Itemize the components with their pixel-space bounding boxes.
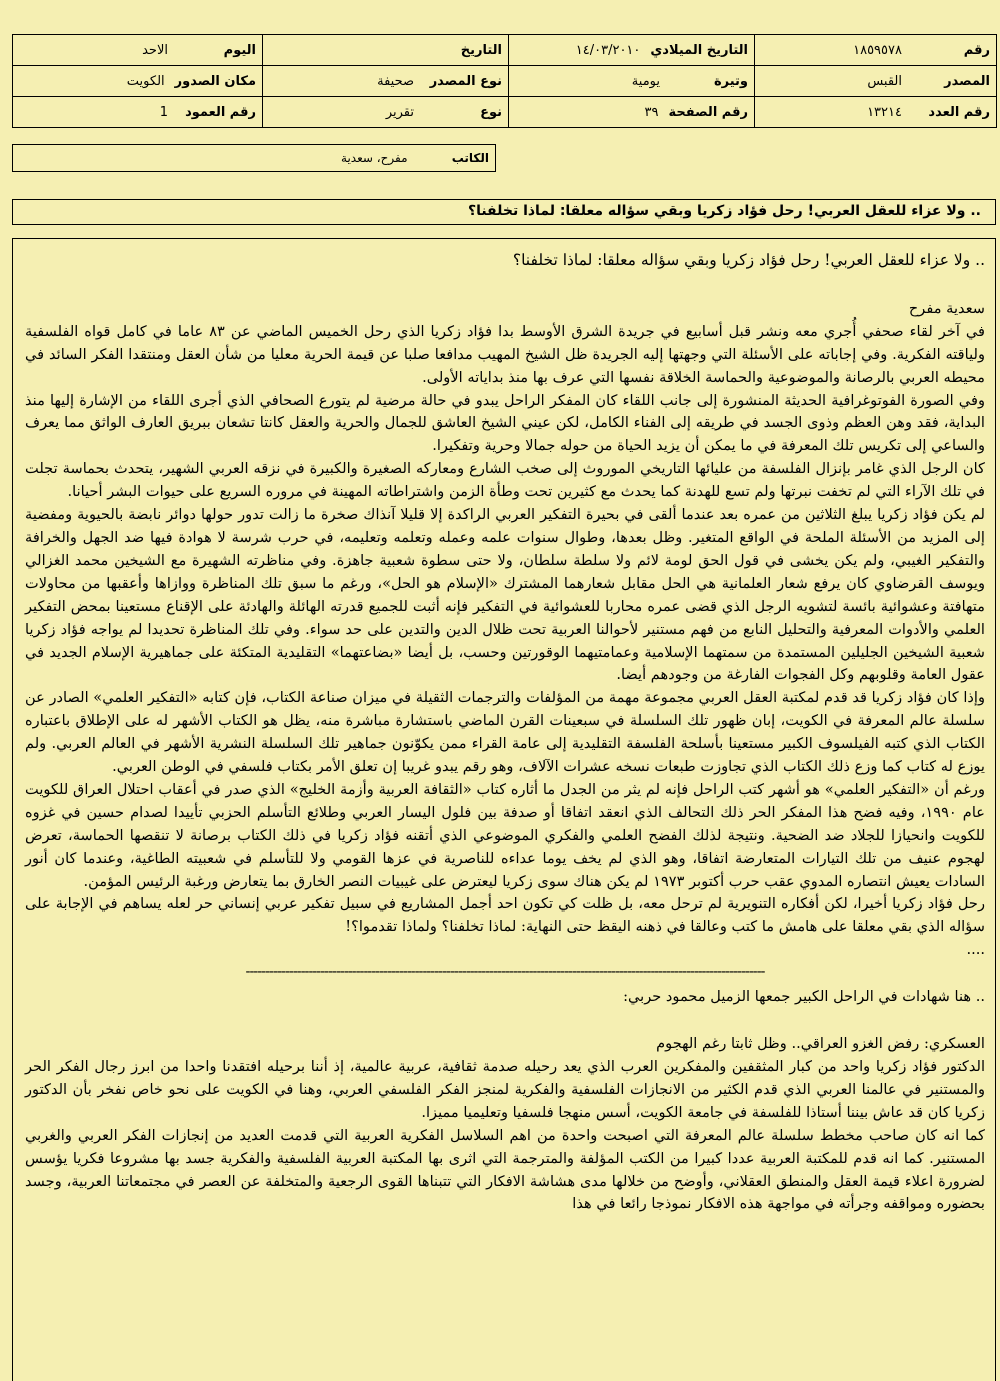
- section-body: [25, 1056, 985, 1216]
- metadata-cell: [13, 66, 263, 97]
- testimonies-intro: .. هنا شهادات في الراحل الكبير جمعها الزميل محمود حربي:: [623, 988, 985, 1006]
- article-content: [12, 238, 996, 1381]
- metadata-cell: [755, 66, 997, 97]
- dots: ....: [966, 941, 985, 959]
- metadata-table: [12, 34, 997, 128]
- paragraph: الدكتور فؤاد زكريا واحد من كبار المثقفين والمفكرين العرب الذي يعد رحيله صدمة ثقافية، عربية عالمية، إذ أننا برحيله افتقدنا واحدا من ابرز رجال الفكر الحر والمستنير في عالمنا العربي الذي قدم الكثير من الانجازات الفلسفية والفكرية لمنجز الفكر الفلسفي العربي، وهنا في الكويت على نحو خاص نفخر بأن الدكتور زكريا كان قد عاش بيننا أستاذا للفلسفة في جامعة الكويت، أسس منهجا فلسفيا وتعليميا مميزا.: [25, 1058, 985, 1121]
- metadata-cell: [755, 35, 997, 66]
- metadata-label: وتيرة: [713, 73, 748, 89]
- writer-value: مفرح، سعدية: [341, 151, 408, 165]
- metadata-value: يومية: [631, 73, 660, 89]
- metadata-value: ١٤/٠٣/٢٠١٠: [575, 42, 641, 58]
- metadata-label: المصدر: [944, 73, 990, 89]
- metadata-value: الاحد: [142, 42, 168, 58]
- metadata-cell: [263, 35, 509, 66]
- metadata-label: نوع المصدر: [429, 73, 502, 89]
- paragraph: كان الرجل الذي غامر بإنزال الفلسفة من عليائها التاريخي الموروث إلى صخب الشارع ومعاركه الصغيرة والكبيرة في نزقه العربي الشهير، يتحدث بحماسة تجلت في تلك الآراء التي لم تخفت نبرتها ولم تسع للهدنة كما يحدث مع كثيرين تحت وطأة الزمن واشتراطاته المهينة في مروره السريع على حيوات البشر أحيانا.: [25, 460, 985, 501]
- metadata-value: القبس: [867, 73, 902, 89]
- metadata-cell: [755, 97, 997, 128]
- paragraph: في آخر لقاء صحفي أُجري معه ونشر قبل أسابيع في جريدة الشرق الأوسط بدا فؤاد زكريا الذي رحل الخميس الماضي عن ٨٣ عاما في كامل قواه الفلسفية ولياقته الفكرية. وفي إجاباته على الأسئلة التي وجهتها إليه الجريدة ظل الشيخ المهيب مدافعا صلبا عن قيمة الحرية معليا من شأن العقل ومنتقدا الفكر السائد في محيطه العربي بالرصانة والموضوعية والحماسة الخلاقة نفسها التي عرف بها منذ بداياته الأولى.: [25, 322, 985, 386]
- metadata-label: نوع: [480, 104, 502, 120]
- metadata-row: [13, 97, 997, 128]
- metadata-row: [13, 35, 997, 66]
- metadata-cell: [13, 97, 263, 128]
- metadata-row: [13, 66, 997, 97]
- metadata-value: ١٨٥٩٥٧٨: [853, 42, 902, 58]
- article-title-box: [12, 199, 996, 225]
- metadata-value: 1: [159, 104, 168, 120]
- paragraph: وإذا كان فؤاد زكريا قد قدم لمكتبة العقل العربي مجموعة مهمة من المؤلفات والترجمات الثقيلة في ميزان صناعة الكتاب، فإن كتابه «التفكير العلمي» الصادر عن سلسلة عالم المعرفة في الكويت، إبان ظهور تلك السلسلة في سبعينات القرن الماضي باستشارة مباشرة منه، يظل هو الكتاب الأشهر له على الإطلاق باعتباره الكتاب الذي كتبه الفيلسوف الكبير مستعينا بأسلحة الفلسفة التقليدية إلى عامة القراء ممن يكوّنون جماهير تلك السلسلة النشرية الأشهر في العالم العربي. ولم يوزع له كتاب كما وزع ذلك الكتاب الذي تجاوزت طبعات نسخه عشرات الآلاف، وهو رقم يبدو غريبا إن تعلق الأمر بكتاب فلسفي في الوطن العربي.: [25, 689, 985, 776]
- metadata-cell: [263, 97, 509, 128]
- article-headline: .. ولا عزاء للعقل العربي! رحل فؤاد زكريا وبقي سؤاله معلقا: لماذا تخلفنا؟: [512, 251, 985, 269]
- writer-label: الكاتب: [451, 151, 489, 165]
- section-heading: العسكري: رفض الغزو العراقي.. وظل ثابتا رغم الهجوم: [656, 1035, 985, 1053]
- metadata-label: مكان الصدور: [174, 73, 256, 89]
- paragraph: وفي الصورة الفوتوغرافية الحديثة المنشورة إلى جانب اللقاء كان المفكر الراحل يبدو في حالة مرضية لم يتورع الصحافي الذي أجرى اللقاء من الإشارة إليها منذ البداية، فقد وهن العظم وذوى الجسد في طريقه إلى الفناء الكامل، لكن عيني الشيخ العاشق للجمال والحرية والعقل كانتا تشعان ببريق العارف الواثق مما يعرف والساعي إلى تكريس تلك المعرفة في ما يمكن أن يزيد الحياة من حوله جمالا وحرية وتفكيرا.: [25, 391, 985, 455]
- metadata-cell: [13, 35, 263, 66]
- metadata-label: رقم العمود: [185, 104, 256, 120]
- paragraph: رحل فؤاد زكريا أخيرا، لكن أفكاره التنويرية لم ترحل معه، بل ظلت كي تكون احد أجمل المشاريع في سبيل تفكير عربي إنساني حر لعله يساهم في الإجابة على سؤاله الذي بقي معلقا على هامش ما كتب وعالقا في ذهنه اليقظ حتى النهاية: لماذا تخلفنا؟ ولماذا تقدموا؟!: [25, 895, 985, 936]
- metadata-cell: [509, 97, 755, 128]
- metadata-value: تقرير: [385, 104, 414, 120]
- article-body: [25, 321, 985, 939]
- metadata-value: صحيفة: [377, 73, 414, 89]
- metadata-cell: [509, 35, 755, 66]
- metadata-cell: [263, 66, 509, 97]
- metadata-cell: [509, 66, 755, 97]
- paragraph: كما انه كان صاحب مخطط سلسلة عالم المعرفة التي اصبحت واحدة من اهم السلاسل الفكرية العربية التي قدمت العديد من إنجازات الفكر العربي والغربي المستنير. كما انه قدم للمكتبة العربية عددا كبيرا من الكتب المؤلفة والمترجمة التي اثرى بها المكتبة العربية الفلسفية والفكرية جسد بها مشروعا فكريا يؤسس لضرورة اعلاء قيمة العقل والمنطق العقلاني، وأوضح من خلالها مدى هشاشة الافكار التي تتبناها القوى الرجعية والمتخلفة عن العصر في مجتمعاتنا العربية، وجسد بحضوره ومواقفه وجرأته في مواجهة هذه الافكار نموذجا رائعا في هذا: [25, 1126, 985, 1213]
- metadata-label: رقم الصفحة: [668, 104, 748, 120]
- article-title: .. ولا عزاء للعقل العربي! رحل فؤاد زكريا وبقي سؤاله معلقا: لماذا تخلفنا؟: [467, 203, 981, 219]
- metadata-value: الكويت: [126, 73, 165, 89]
- metadata-label: رقم العدد: [928, 104, 990, 120]
- metadata-value: ١٣٢١٤: [867, 104, 902, 120]
- separator-line: ------------------------------------------------------------------------------------------------------------------------------------: [245, 963, 765, 981]
- article-author: سعدية مفرح: [908, 299, 985, 317]
- metadata-label: التاريخ: [460, 42, 502, 58]
- metadata-label: التاريخ الميلادي: [650, 42, 748, 58]
- paragraph: ورغم أن «التفكير العلمي» هو أشهر كتب الراحل فإنه لم يثر من الجدل ما أثاره كتاب «الثقافة العربية وأزمة الخليج» الذي صدر في أعقاب احتلال العراق للكويت عام ١٩٩٠، وفيه فضح هذا المفكر الحر ذلك التحالف الذي انعقد اتفاقا أو صدفة بين فلول اليسار العربي وطلائع التأسلم الحزبي تأييدا لصدام حسين في غزوه للكويت وانحيازا للجلاد ضد الضحية. ونتيجة لذلك الفضح العلمي والفكري الموضوعي الذي أتقنه فؤاد زكريا في ذلك الكتاب برصانة لا تنقصها الحماسة، تعرض لهجوم عنيف من تلك التيارات المتعارضة اتفاقا، وهو الذي لم يخف يوما عداءه للناصرية في عزها القومي ولا للتأسلم في شعبيته الطاغية، وعندما كان أنور السادات يعيش انتصاره المدوي عقب حرب أكتوبر ١٩٧٣ لم يكن هناك سوى زكريا ليعترض على غيبيات النصر الخارق بما يتعارض ورغبة الرئيس المؤمن.: [25, 780, 985, 890]
- paragraph: لم يكن فؤاد زكريا يبلغ الثلاثين من عمره بعد عندما ألقى في بحيرة التفكير العربي الراكدة إلا قليلا آنذاك صخرة ما زالت تدور حولها دوائر نابضة بالحيوية ومفضية إلى المزيد من الأسئلة الملحة في الواقع المتغير. وظل بعدها، وطوال سنوات علمه وعمله وتعلمه وتعليمه، في حرب شرسة لا هوادة فيها ضد الجهل والخرافة والتفكير الغيبي، ولم يكن يخشى في قول الحق لومة لائم ولا سلطة سلطان، ولا حتى سطوة شعبية جاهزة. وفي مناظرته الشهيرة مع الشيخين محمد الغزالي ويوسف القرضاوي كان يرفع شعار العلمانية هي الحل مقابل شعارهما المشترك «الإسلام هو الحل»، ورغم ما سبق تلك المناظرة ووازاها وأعقبها من محاولات متهافتة وعشوائية بائسة لتشويه الرجل الذي قضى عمره محاربا للعشوائية في التفكير فإنه أثبت للجميع قدرته الهائلة والهادئة على الإقناع مستعينا بمحض التفكير العلمي والأدوات المعرفية والتحليل النابع من فهم مستنير لأحوالنا العربية تحت ظلال الدين والتدين على حد سواء. وفي تلك المناظرة تحديدا لم يواجه فؤاد زكريا شعبية الشيخين الجليلين المستمدة من سمتهما الإسلامية وعمامتيهما الوقورتين وحسب، بل أيضا «بضاعتهما» التقليدية المتكئة على جماهيرية الإسلام الجديد في عقول العامة وقلوبهم وكل الفجوات الفارغة من وجودهم أيضا.: [25, 506, 985, 684]
- writer-box: [12, 144, 496, 172]
- metadata-label: اليوم: [223, 42, 256, 58]
- metadata-label: رقم: [963, 42, 990, 58]
- metadata-value: ٣٩: [644, 104, 659, 120]
